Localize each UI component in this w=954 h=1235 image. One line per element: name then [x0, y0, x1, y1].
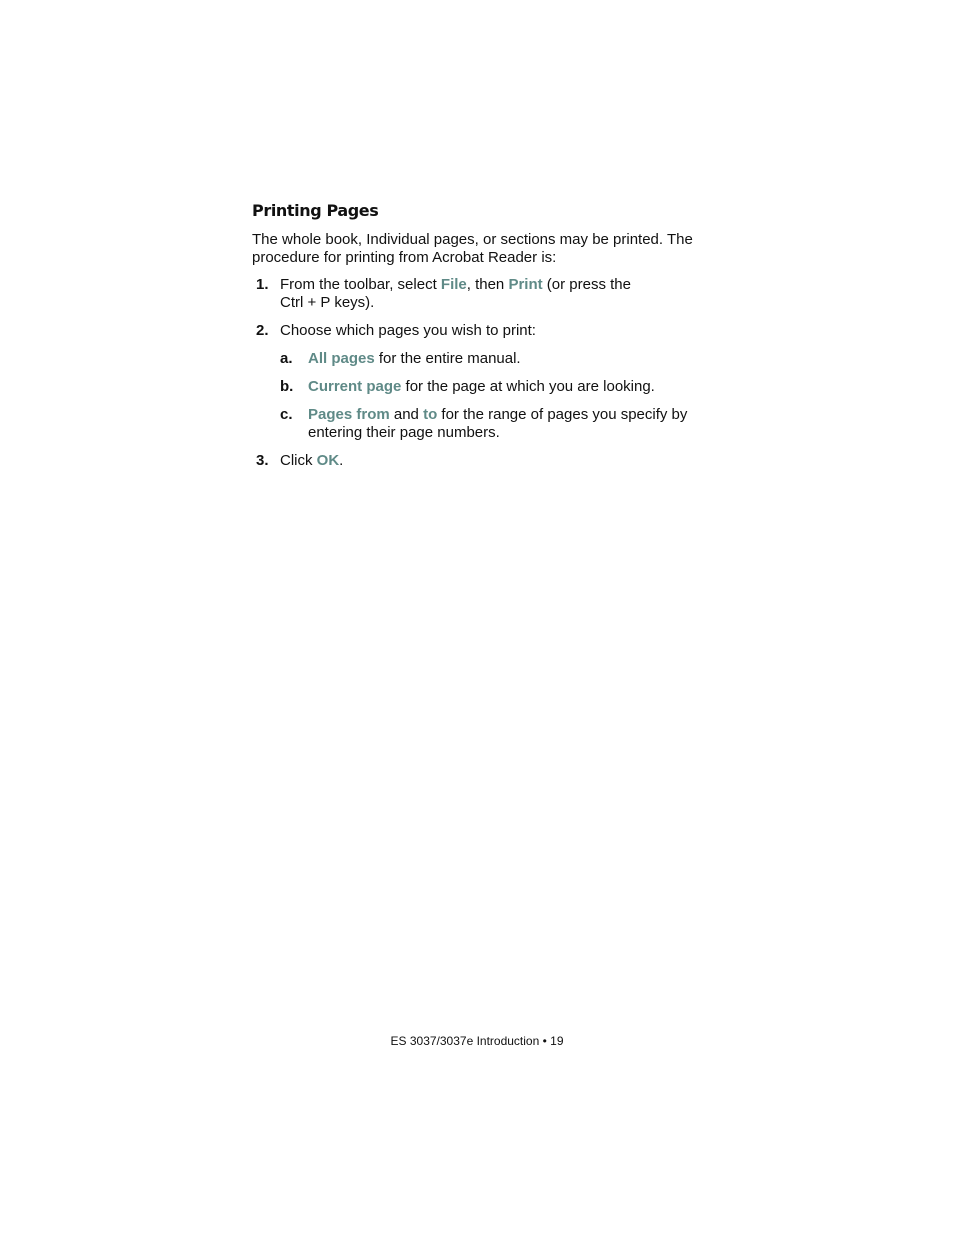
step-number: 3.: [256, 452, 269, 469]
page-footer: ES 3037/3037e Introduction • 19: [390, 1034, 564, 1048]
step-1: [252, 276, 722, 312]
step-text: Choose which pages you wish to print:: [280, 322, 536, 339]
step-number: 1.: [256, 276, 269, 293]
option-current-page: Current page: [308, 378, 402, 395]
step-text: .: [339, 452, 344, 469]
step-text: Ctrl + P keys).: [280, 294, 375, 311]
section-title: Printing Pages: [252, 201, 379, 220]
menu-term-print: Print: [508, 276, 543, 293]
substep-letter: b.: [280, 378, 294, 395]
step-number: 2.: [256, 322, 269, 339]
substep-text: for the entire manual.: [374, 350, 521, 367]
step-2: [252, 322, 722, 442]
document-content: [252, 200, 722, 480]
substep-text: and: [389, 406, 424, 423]
substep-letter: c.: [280, 406, 293, 423]
step-text: Click: [280, 452, 317, 469]
substep-text: for the page at which you are looking.: [401, 378, 655, 395]
step-text: (or press the: [542, 276, 631, 293]
substep-a: [280, 350, 722, 368]
substep-text: for the range of pages you specify by entering their page numbers.: [308, 406, 688, 441]
option-pages-from: Pages from: [308, 406, 390, 423]
substep-c: [280, 406, 722, 442]
button-term-ok: OK: [316, 452, 340, 469]
substep-letter: a.: [280, 350, 293, 367]
step-3: [252, 452, 722, 470]
step-text: From the toolbar, select: [280, 276, 441, 293]
menu-term-file: File: [440, 276, 467, 293]
option-to: to: [423, 406, 438, 423]
substep-b: [280, 378, 722, 396]
option-all-pages: All pages: [308, 350, 375, 367]
step-text: , then: [466, 276, 509, 293]
intro-paragraph: The whole book, Individual pages, or sections may be printed. The procedure for printing from Acrobat Reader is:: [252, 231, 693, 266]
